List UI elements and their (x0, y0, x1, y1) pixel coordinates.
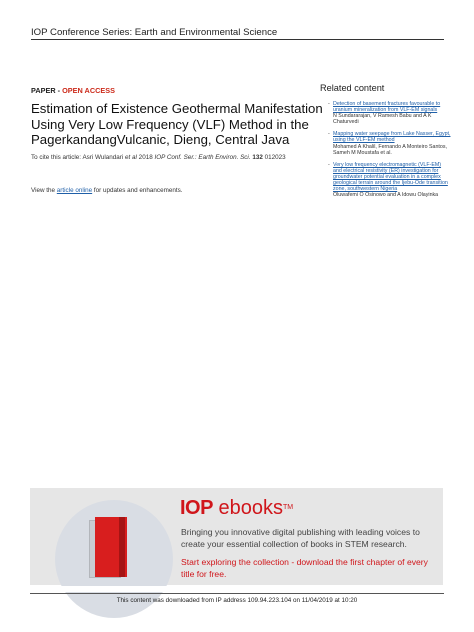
article-title: Estimation of Existence Geothermal Manifestation Using Very Low Frequency (VLF) Method in the PagerkandangVulcanic, Dieng, Central Java (31, 101, 323, 148)
citation-volume: 132 (252, 154, 263, 161)
article-online-link[interactable]: article online (56, 187, 93, 194)
citation-etal: et al (125, 154, 137, 161)
banner-call-to-action[interactable]: Start exploring the collection - download the first chapter of every title for free. (181, 557, 428, 580)
header-divider (31, 39, 444, 40)
list-dash: - (328, 131, 330, 138)
paper-label: PAPER (31, 86, 56, 95)
citation-line (31, 154, 321, 161)
citation-journal: IOP Conf. Ser.: Earth Environ. Sci. (154, 154, 251, 161)
logo-ebooks: ebooks (218, 497, 284, 519)
footer-divider (30, 593, 444, 594)
related-item (328, 161, 451, 199)
iop-ebooks-logo (180, 497, 293, 519)
list-dash: - (328, 161, 330, 168)
view-prefix: View the (31, 187, 57, 194)
citation-page: 012023 (262, 154, 286, 161)
banner-lower-mask (30, 586, 443, 592)
list-dash: - (328, 101, 330, 107)
related-item-link[interactable]: Very low frequency electromagnetic (VLF-EM) and electrical resistivity (ER) investigation for groundwater potential evaluation in a complex geological terrain around the Ijebu-Ode transition zone, southwestern Nigeria (333, 161, 448, 193)
banner-tagline: Bringing you innovative digital publishing with leading voices to create your essential collection of books in STEM research. (181, 527, 420, 550)
label-separator: - (55, 86, 63, 95)
related-item-authors: Oluwafemi O Osinowo and A Idowu Olayinka (333, 192, 439, 199)
related-item-authors: Mohamed A Khalil, Fernando A Monteiro Santos, Sameh M Moustafa et al. (333, 143, 447, 156)
article-type-label (31, 86, 115, 95)
related-item-authors: N Sundararajan, V Ramesh Babu and A K Chaturvedi (333, 113, 432, 126)
view-online-line (31, 187, 182, 194)
download-footer: This content was downloaded from IP address 109.94.223.104 on 11/04/2019 at 10:20 (116, 597, 358, 604)
related-item (328, 101, 451, 126)
open-access-badge: OPEN ACCESS (62, 86, 115, 95)
citation-prefix: To cite this article: Asri Wulandari (31, 154, 124, 161)
citation-year: 2018 (136, 154, 155, 161)
related-item-link[interactable]: Mapping water seepage from Lake Nasser, Egypt, using the VLF-EM method (333, 131, 451, 144)
view-suffix: for updates and enhancements. (92, 187, 183, 194)
book-spine-graphic (119, 517, 125, 577)
related-item-link[interactable]: Detection of basement fractures favourable to uranium mineralization from VLF-EM signals (333, 101, 441, 114)
related-content-heading: Related content (320, 83, 385, 93)
related-content-list (328, 101, 451, 204)
trademark-mark: TM (283, 504, 294, 511)
journal-series-title: IOP Conference Series: Earth and Environmental Science (31, 27, 278, 38)
logo-iop: IOP (180, 497, 213, 519)
related-item (328, 131, 451, 156)
